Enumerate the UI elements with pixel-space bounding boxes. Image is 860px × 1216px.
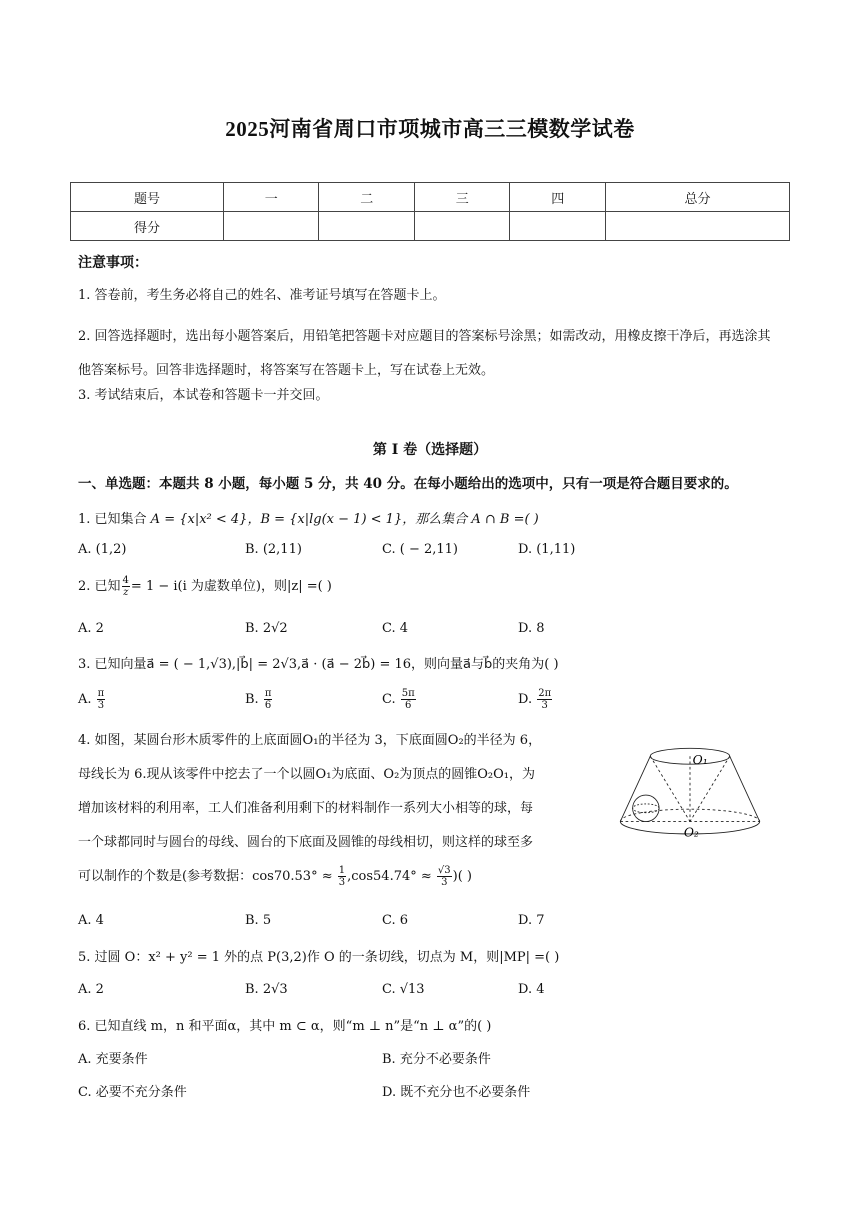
score-header-cell: 总分 <box>605 183 789 212</box>
question-4-line: 4. 如图，某圆台形木质零件的上底面圆O₁的半径为 3，下底面圆O₂的半径为 6， <box>78 733 542 748</box>
score-cell[interactable] <box>319 212 414 241</box>
question-5: 5. 过圆 O：x² + y² = 1 外的点 P(3,2)作 O 的一条切线，切点为 M，则|MP| =( ) <box>78 950 560 965</box>
figure-label-o1: O₁ <box>692 753 708 768</box>
score-cell[interactable] <box>605 212 789 241</box>
score-cell[interactable] <box>510 212 605 241</box>
score-header-cell: 一 <box>224 183 319 212</box>
question-1-text: A = {x|x² < 4}，B = {x|lg(x − 1) < 1}，那么集合 A ∩ B =( ) <box>150 512 539 527</box>
q1-option-b[interactable]: B. (2,11) <box>245 542 302 557</box>
q3-option-b[interactable]: B. $\frac{\pi}{6}$ <box>245 688 272 711</box>
q4-option-d[interactable]: D. 7 <box>518 913 545 928</box>
question-2-text: = 1 − i(i 为虚数单位)，则|z| =( ) <box>130 579 332 594</box>
q1-option-a[interactable]: A. (1,2) <box>78 542 127 557</box>
q4-option-b[interactable]: B. 5 <box>245 913 272 928</box>
question-3: 3. 已知向量a⃗ = ( − 1,√3),|b⃗| = 2√3,a⃗ · (a⃗ − 2b⃗) = 16，则向量a⃗与b⃗的夹角为( ) <box>78 657 559 672</box>
score-header-cell: 二 <box>319 183 414 212</box>
question-4-last-line: 可以制作的个数是(参考数据：cos70.53° ≈ $\frac{1}{3}$ ,cos54.74° ≈ $\frac{√3}{3}$ )( ) <box>78 865 472 888</box>
question-1-prefix: 1. 已知集合 <box>78 512 151 527</box>
question-4-line: 增加该材料的利用率，工人们准备利用剩下的材料制作一系列大小相等的球，每 <box>78 801 534 816</box>
q6-option-c[interactable]: C. 必要不充分条件 <box>78 1085 187 1100</box>
q1-option-d[interactable]: D. (1,11) <box>518 542 576 557</box>
question-4-line: 母线长为 6.现从该零件中挖去了一个以圆O₁为底面、O₂为顶点的圆锥O₂O₁，为 <box>78 767 536 782</box>
frustum-figure <box>615 728 765 848</box>
score-table <box>70 182 790 241</box>
question-4-line: 一个球都同时与圆台的母线、圆台的下底面及圆锥的母线相切，则这样的球至多 <box>78 835 534 850</box>
q5-option-a[interactable]: A. 2 <box>78 982 104 997</box>
question-6: 6. 已知直线 m，n 和平面α，其中 m ⊂ α，则“m ⊥ n”是“n ⊥ α”的( ) <box>78 1019 492 1034</box>
q3-option-d[interactable]: D. $\frac{2\pi}{3}$ <box>518 688 552 711</box>
q6-option-d[interactable]: D. 既不充分也不必要条件 <box>382 1085 531 1100</box>
q2-option-b[interactable]: B. 2√2 <box>245 621 288 636</box>
q3-option-c[interactable]: C. $\frac{5\pi}{6}$ <box>382 688 415 711</box>
score-row-label: 得分 <box>71 212 224 241</box>
score-header-cell: 三 <box>414 183 509 212</box>
q3-option-a[interactable]: A. $\frac{\pi}{3}$ <box>78 688 105 711</box>
q5-option-b[interactable]: B. 2√3 <box>245 982 288 997</box>
question-2 <box>78 575 332 598</box>
score-table-header-row <box>71 183 790 212</box>
note-item: 3. 考试结束后，本试卷和答题卡一并交回。 <box>78 388 329 403</box>
question-2-prefix: 2. 已知 <box>78 579 121 594</box>
q6-option-b[interactable]: B. 充分不必要条件 <box>382 1052 491 1067</box>
q2-option-c[interactable]: C. 4 <box>382 621 409 636</box>
section-title: 第 I 卷（选择题） <box>372 442 488 458</box>
score-table-score-row <box>71 212 790 241</box>
q5-option-d[interactable]: D. 4 <box>518 982 545 997</box>
q5-option-c[interactable]: C. √13 <box>382 982 425 997</box>
note-item: 2. 回答选择题时，选出每小题答案后，用铅笔把答题卡对应题目的答案标号涂黑；如需改动，用橡皮擦干净后，再选涂其他答案标号。回答非选择题时，将答案写在答题卡上，写在试卷上无效。 <box>78 329 771 378</box>
q2-option-a[interactable]: A. 2 <box>78 621 104 636</box>
question-2-fraction: $\frac{4}{z}$ <box>122 575 129 598</box>
part-title: 一、单选题：本题共 8 小题，每小题 5 分，共 40 分。在每小题给出的选项中，只有一项是符合题目要求的。 <box>78 476 738 492</box>
question-1 <box>78 508 539 527</box>
q2-option-d[interactable]: D. 8 <box>518 621 545 636</box>
q4-option-a[interactable]: A. 4 <box>78 913 104 928</box>
score-header-cell: 四 <box>510 183 605 212</box>
score-cell[interactable] <box>414 212 509 241</box>
question-4 <box>78 724 608 894</box>
note-item: 1. 答卷前，考生务必将自己的姓名、准考证号填写在答题卡上。 <box>78 288 446 303</box>
q4-option-c[interactable]: C. 6 <box>382 913 409 928</box>
score-header-cell: 题号 <box>71 183 224 212</box>
q1-option-c[interactable]: C. ( − 2,11) <box>382 542 458 557</box>
score-cell[interactable] <box>224 212 319 241</box>
notes-heading: 注意事项： <box>78 255 148 271</box>
exam-title: 2025河南省周口市项城市高三三模数学试卷 <box>225 117 635 141</box>
q6-option-a[interactable]: A. 充要条件 <box>78 1052 148 1067</box>
figure-label-o2: O₂ <box>683 825 699 840</box>
